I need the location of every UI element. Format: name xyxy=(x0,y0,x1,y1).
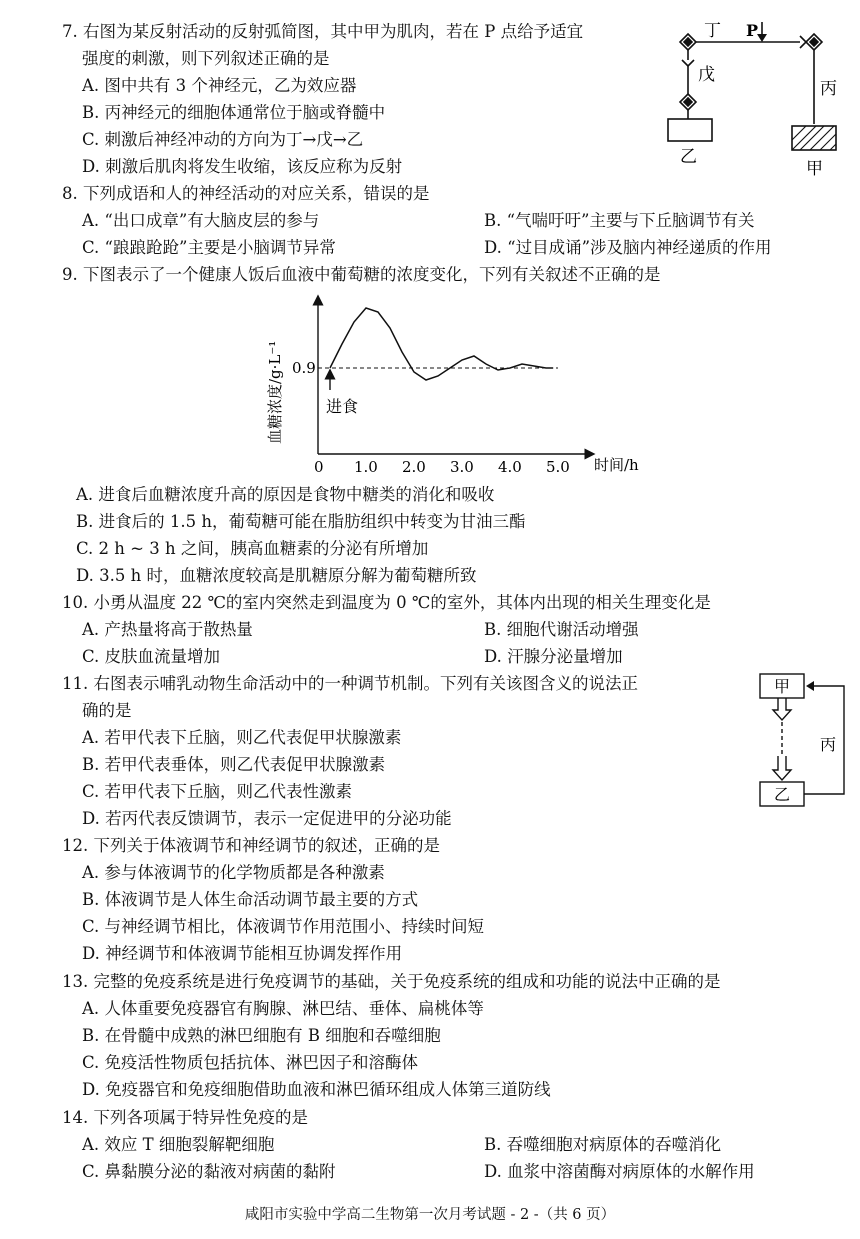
x-tick-label: 4.0 xyxy=(498,458,522,476)
glucose-curve xyxy=(330,308,553,380)
label-bing: 丙 xyxy=(820,79,837,99)
q8-option-d: D. “过目成诵”涉及脑内神经递质的作用 xyxy=(484,238,772,257)
q11-option-a: A. 若甲代表下丘脑，则乙代表促甲状腺激素 xyxy=(82,728,402,747)
reg-label-jia: 甲 xyxy=(774,677,791,696)
q14-option-d: D. 血浆中溶菌酶对病原体的水解作用 xyxy=(484,1162,755,1181)
q13-option-c: C. 免疫活性物质包括抗体、淋巴因子和溶酶体 xyxy=(82,1053,419,1072)
q8-option-a: A. “出口成章”有大脑皮层的参与 xyxy=(82,211,320,230)
q10-option-a: A. 产热量将高于散热量 xyxy=(82,620,253,639)
reflex-arc-figure xyxy=(660,14,850,184)
q10-option-c: C. 皮肤血流量增加 xyxy=(82,647,221,666)
q12-option-a: A. 参与体液调节的化学物质都是各种激素 xyxy=(82,863,385,882)
q14-option-b: B. 吞噬细胞对病原体的吞噬消化 xyxy=(484,1135,722,1154)
x-tick-label: 2.0 xyxy=(402,458,426,476)
q10-option-b: B. 细胞代谢活动增强 xyxy=(484,620,639,639)
q13-stem: 13. 完整的免疫系统是进行免疫调节的基础，关于免疫系统的组成和功能的说法中正确的是 xyxy=(62,972,721,991)
x-tick-label: 0 xyxy=(314,458,324,476)
label-jia: 甲 xyxy=(806,159,823,179)
down-arrow-2 xyxy=(773,756,791,780)
q11-option-c: C. 若甲代表下丘脑，则乙代表性激素 xyxy=(82,782,353,801)
label-wu: 戊 xyxy=(698,65,715,85)
x-tick-labels xyxy=(314,458,570,476)
q7-option-c: C. 刺激后神经冲动的方向为丁→戊→乙 xyxy=(82,130,364,149)
q11-stem-line1: 11. 右图表示哺乳动物生命活动中的一种调节机制。下列有关该图含义的说法正 xyxy=(62,674,638,693)
q7-stem-line1: 7. 右图为某反射活动的反射弧简图，其中甲为肌肉，若在 P 点给予适宜 xyxy=(62,22,584,41)
page-footer: 咸阳市实验中学高二生物第一次月考试题 - 2 -（共 6 页） xyxy=(244,1207,616,1223)
q11-option-d: D. 若丙代表反馈调节，表示一定促进甲的分泌功能 xyxy=(82,809,452,828)
label-ding: 丁 xyxy=(704,21,721,41)
q14-option-c: C. 鼻黏膜分泌的黏液对病菌的黏附 xyxy=(82,1162,336,1181)
x-axis-label: 时间/h xyxy=(594,456,639,474)
q8-option-c: C. “踉踉跄跄”主要是小脑调节异常 xyxy=(82,238,336,257)
q12-option-b: B. 体液调节是人体生命活动调节最主要的方式 xyxy=(82,890,419,909)
q13-option-a: A. 人体重要免疫器官有胸腺、淋巴结、垂体、扁桃体等 xyxy=(82,999,484,1018)
q9-option-b: B. 进食后的 1.5 h，葡萄糖可能在脂肪组织中转变为甘油三酯 xyxy=(76,512,526,531)
q12-option-c: C. 与神经调节相比，体液调节作用范围小、持续时间短 xyxy=(82,917,485,936)
q7-option-a: A. 图中共有 3 个神经元，乙为效应器 xyxy=(82,76,357,95)
q9-option-d: D. 3.5 h 时，血糖浓度较高是肌糖原分解为葡萄糖所致 xyxy=(76,566,477,585)
q10-stem: 10. 小勇从温度 22 ℃的室内突然走到温度为 0 ℃的室外，其体内出现的相关生理变化是 xyxy=(62,593,711,612)
y-axis-label: 血糖浓度/g·L⁻¹ xyxy=(266,340,284,444)
yi-box xyxy=(668,119,712,141)
q8-stem: 8. 下列成语和人的神经活动的对应关系，错误的是 xyxy=(62,184,430,203)
q9-option-a: A. 进食后血糖浓度升高的原因是食物中糖类的消化和吸收 xyxy=(76,485,495,504)
eat-annotation: 进食 xyxy=(326,397,359,416)
x-tick-label: 3.0 xyxy=(450,458,474,476)
q14-option-a: A. 效应 T 细胞裂解靶细胞 xyxy=(82,1135,275,1154)
q11-stem-line2: 确的是 xyxy=(82,701,132,720)
q8-option-b: B. “气喘吁吁”主要与下丘脑调节有关 xyxy=(484,211,755,230)
blood-glucose-chart xyxy=(260,294,660,484)
y-tick-labels xyxy=(292,359,316,377)
reg-label-yi: 乙 xyxy=(774,785,791,804)
reg-label-bing: 丙 xyxy=(820,735,837,754)
q9-option-c: C. 2 h ~ 3 h 之间，胰高血糖素的分泌有所增加 xyxy=(76,539,429,558)
x-tick-label: 1.0 xyxy=(354,458,378,476)
label-p: P xyxy=(746,21,759,40)
down-arrow-1 xyxy=(773,698,791,720)
q11-option-b: B. 若甲代表垂体，则乙代表促甲状腺激素 xyxy=(82,755,386,774)
q7-option-b: B. 丙神经元的细胞体通常位于脑或脊髓中 xyxy=(82,103,386,122)
q7-stem-line2: 强度的刺激，则下列叙述正确的是 xyxy=(82,49,330,68)
q7-option-d: D. 刺激后肌肉将发生收缩，该反应称为反射 xyxy=(82,157,403,176)
regulation-mechanism-figure xyxy=(752,668,852,818)
q10-option-d: D. 汗腺分泌量增加 xyxy=(484,647,623,666)
q12-stem: 12. 下列关于体液调节和神经调节的叙述，正确的是 xyxy=(62,836,440,855)
label-yi: 乙 xyxy=(680,147,697,167)
y-tick-label: 0.9 xyxy=(292,359,316,377)
q13-option-d: D. 免疫器官和免疫细胞借助血液和淋巴循环组成人体第三道防线 xyxy=(82,1080,551,1099)
q12-option-d: D. 神经调节和体液调节能相互协调发挥作用 xyxy=(82,944,403,963)
q14-stem: 14. 下列各项属于特异性免疫的是 xyxy=(62,1108,308,1127)
q13-option-b: B. 在骨髓中成熟的淋巴细胞有 B 细胞和吞噬细胞 xyxy=(82,1026,441,1045)
q9-stem: 9. 下图表示了一个健康人饭后血液中葡萄糖的浓度变化，下列有关叙述不正确的是 xyxy=(62,265,661,284)
x-tick-label: 5.0 xyxy=(546,458,570,476)
